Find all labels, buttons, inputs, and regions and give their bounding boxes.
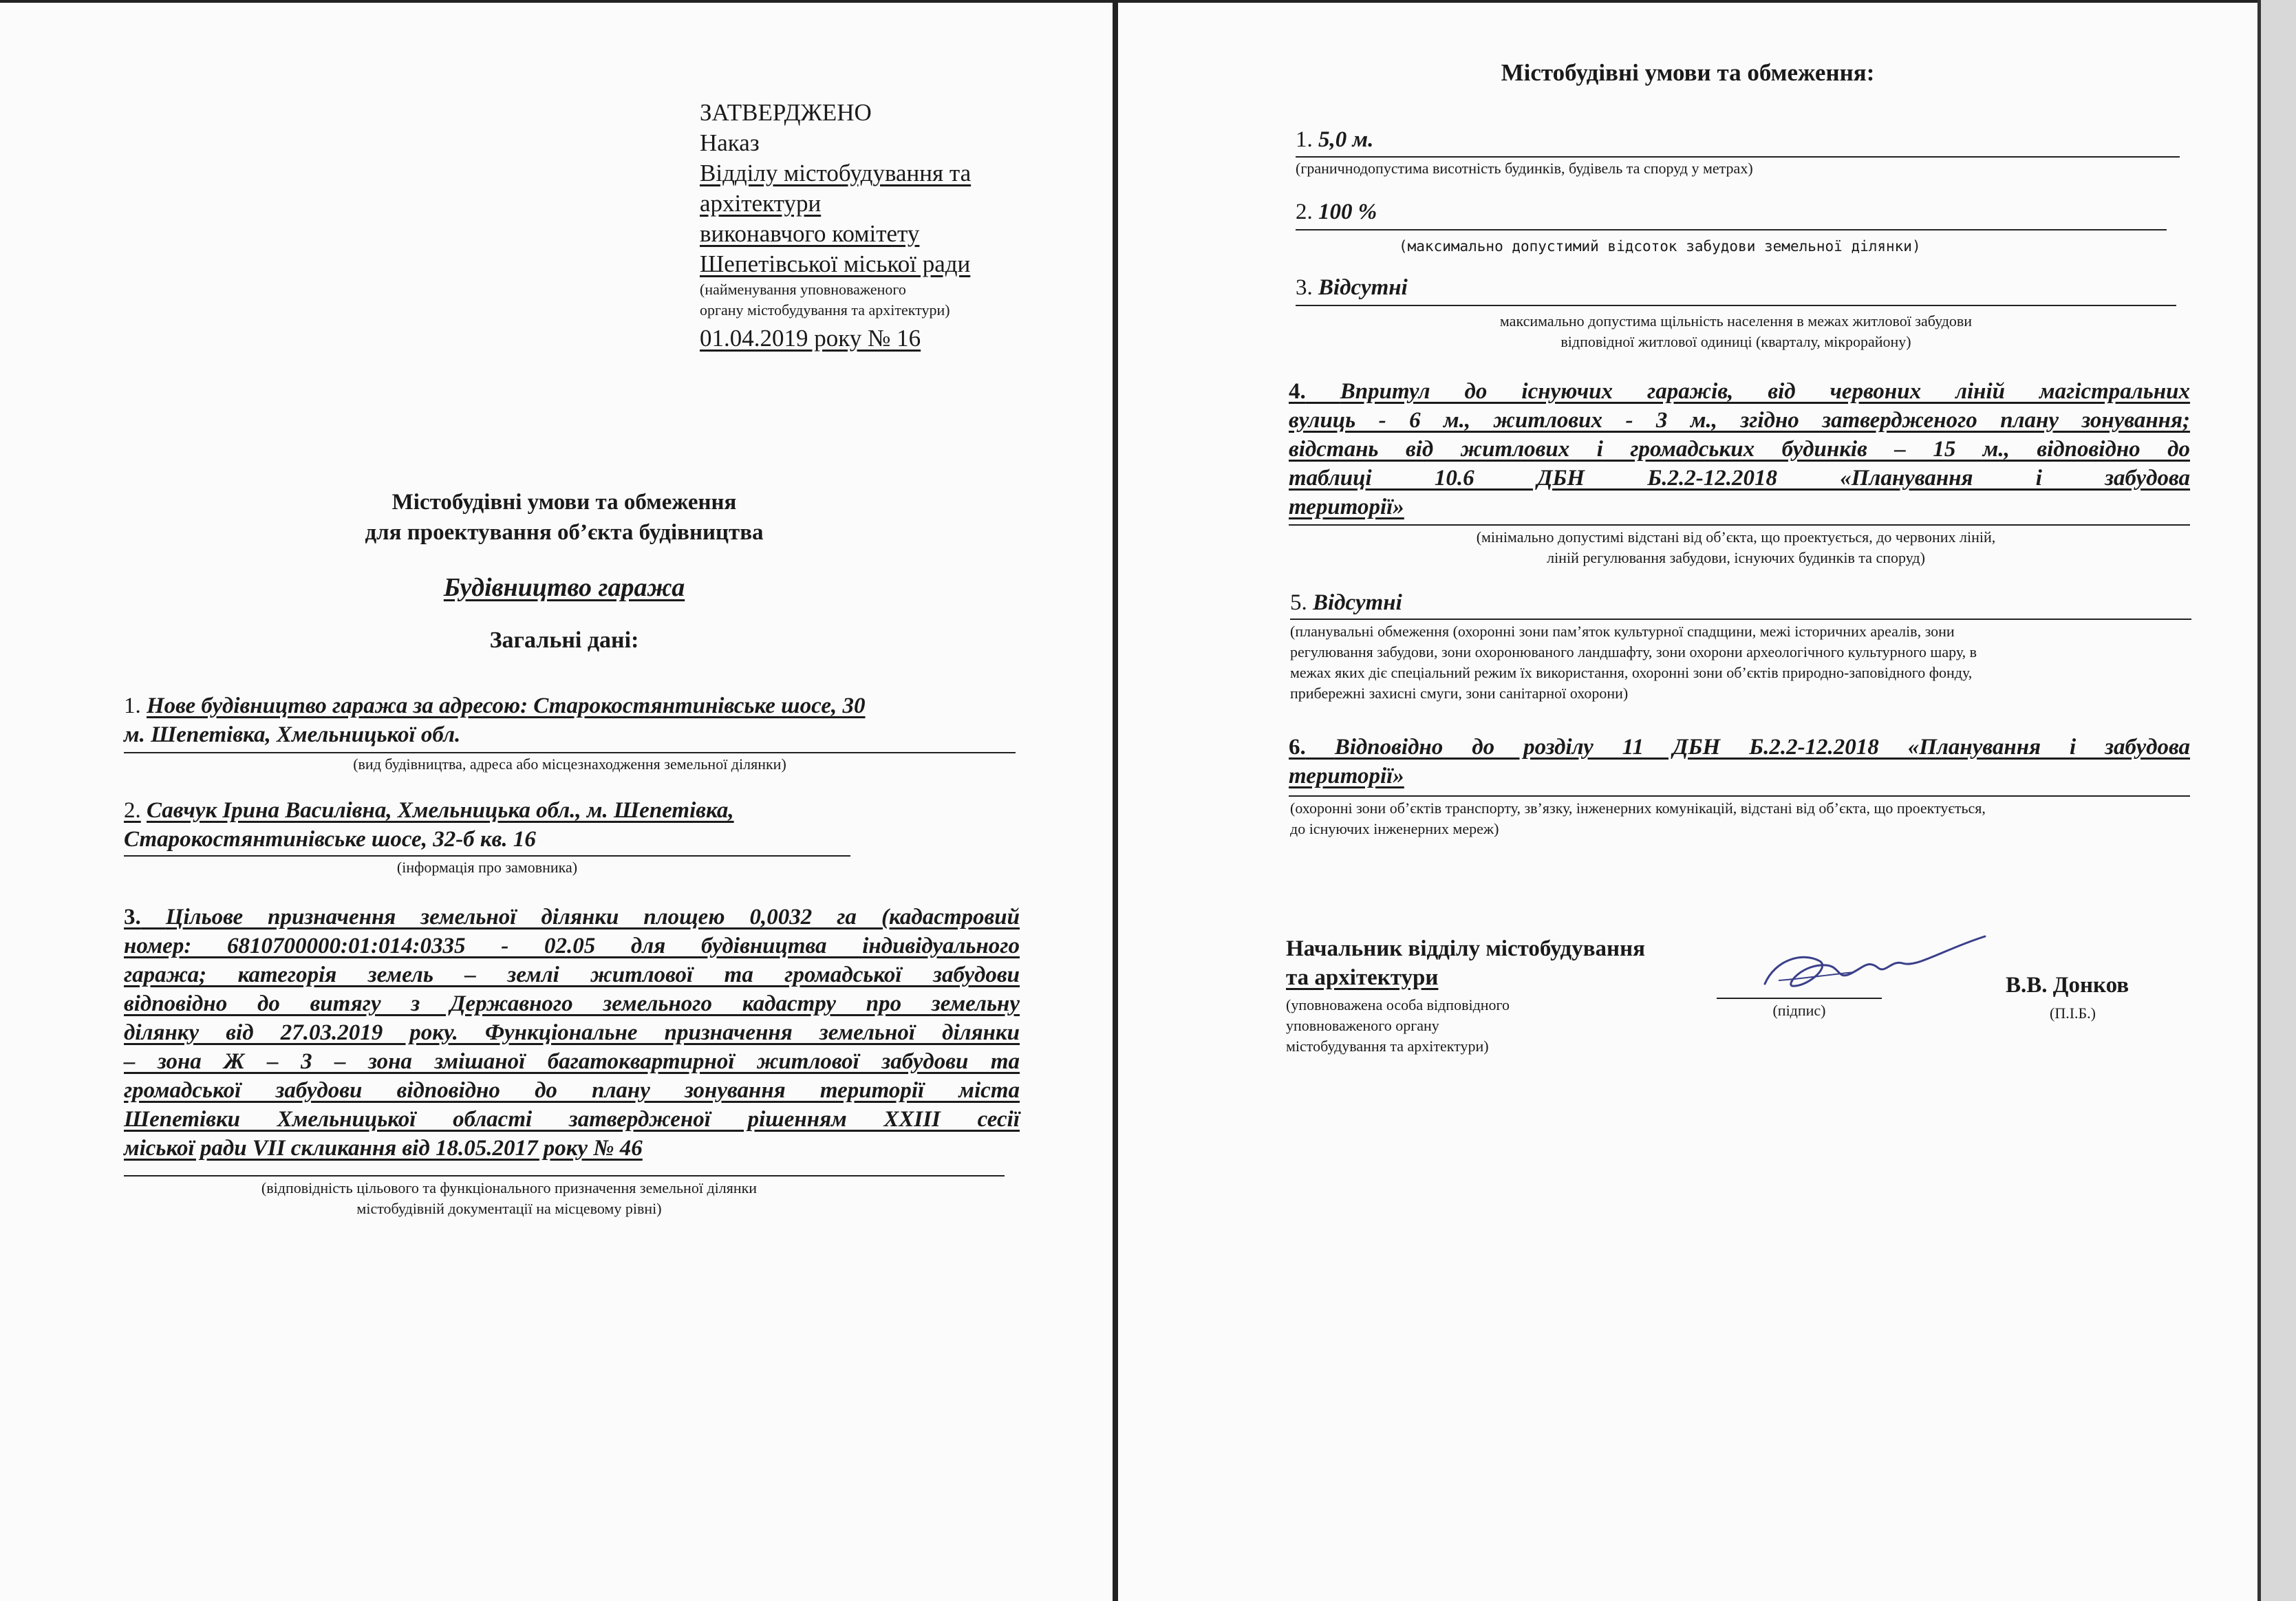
item-text-line: Впритул до існуючих гаражів, від червоних ліній магістральних: [1340, 379, 2190, 404]
item-number: 2.: [124, 798, 141, 823]
item-text-line: відповідно до витягу з Державного земельного кадастру про земельну: [124, 991, 1020, 1016]
item-caption: [1290, 621, 2212, 704]
item-text-line: таблиці 10.6 ДБН Б.2.2-12.2018 «Планування і забудова: [1289, 466, 2190, 491]
item-underline: [1289, 524, 2190, 526]
item-caption: (вид будівництва, адреса або місцезнаходження земельної ділянки): [353, 755, 786, 773]
top-edge-left: [0, 0, 1113, 3]
item-text-line: вулиць - 6 м., житлових - 3 м., згідно затвердженого плану зонування;: [1289, 408, 2190, 433]
item-number: 3.: [124, 905, 141, 930]
condition-item-2: [1296, 200, 1377, 225]
item-caption: [1296, 527, 2176, 568]
left-page: [0, 0, 1113, 1601]
title-line1: Містобудівні умови та обмеження: [391, 490, 737, 515]
item-underline: [1289, 795, 2190, 797]
approval-order: Наказ: [700, 129, 760, 156]
condition-item-6: [1289, 733, 2190, 791]
item-caption: [1290, 798, 2212, 839]
item-caption-line: (мінімально допустимі відстані від об’єкта, що проектується, до червоних ліній,: [1476, 528, 1996, 546]
position-caption-line: (уповноважена особа відповідного: [1286, 996, 1510, 1013]
item-text-line: території»: [1289, 764, 1404, 788]
item-underline: [1290, 619, 2191, 620]
item-text-line: Відповідно до розділу 11 ДБН Б.2.2-12.2018 «Планування і забудова: [1334, 735, 2191, 760]
item-underline: [124, 1175, 1005, 1176]
item-value: Відсутні: [1318, 275, 1408, 300]
item-number: 1.: [124, 694, 141, 718]
page-gutter: [1113, 0, 1118, 1601]
approval-dept-line4: Шепетівської міської ради: [700, 250, 971, 277]
approval-block: [700, 98, 971, 354]
position-line: та архітектури: [1286, 965, 1439, 990]
position-caption-line: містобудування та архітектури): [1286, 1038, 1489, 1055]
signatory-position: [1286, 934, 1645, 992]
general-item-1: [124, 691, 1018, 749]
condition-item-5: [1290, 590, 1402, 616]
item-value: 100 %: [1318, 200, 1377, 224]
item-caption: (інформація про замовника): [396, 859, 578, 876]
item-text-line: міської ради VII скликання від 18.05.2017 року № 46: [124, 1136, 643, 1161]
item-caption-line: прибережні захисні смуги, зони санітарної охорони): [1290, 685, 1629, 702]
item-underline: [124, 752, 1016, 753]
approval-stamp: ЗАТВЕРДЖЕНО: [700, 99, 872, 126]
item-underline: [1296, 156, 2180, 158]
approval-caption-line2: органу містобудування та архітектури): [700, 301, 950, 319]
approval-date-number: 01.04.2019 року № 16: [700, 325, 921, 352]
top-edge-right: [1118, 0, 2257, 3]
item-text-line: гаража; категорія земель – землі житлової та громадської забудови: [124, 963, 1020, 987]
item-number: 6.: [1289, 735, 1306, 760]
item-caption: (граничнодопустима висотність будинків, будівель та споруд у метрах): [1296, 160, 1753, 177]
item-text-line: Савчук Ірина Василівна, Хмельницька обл., м. Шепетівка,: [147, 798, 734, 823]
item-caption-line: до існуючих інженерних мереж): [1290, 820, 1499, 837]
item-value: 5,0 м.: [1318, 127, 1374, 152]
item-caption: [1296, 311, 2176, 352]
item-text-line: ділянку від 27.03.2019 року. Функціональне призначення земельної ділянки: [124, 1020, 1020, 1045]
signature-line: [1717, 998, 1882, 999]
right-edge-line: [2257, 0, 2261, 1601]
item-text-line: Нове будівництво гаража за адресою: Старокостянтинівське шосе, 30: [147, 694, 866, 718]
item-caption-line: максимально допустима щільність населення в межах житлової забудови: [1499, 312, 1973, 330]
item-caption-line: (відповідність цільового та функціонального призначення земельної ділянки: [261, 1179, 758, 1196]
approval-caption-line1: (найменування уповноваженого: [700, 281, 906, 298]
object-name: Будівництво гаража: [443, 573, 685, 602]
approval-dept-line3: виконавчого комітету: [700, 220, 920, 247]
right-page: [1118, 0, 2257, 1601]
approval-dept-line2: архітектури: [700, 190, 822, 217]
item-number: 1.: [1296, 127, 1313, 152]
item-number: 3.: [1296, 275, 1313, 300]
item-text-line: Цільове призначення земельної ділянки площею 0,0032 га (кадастровий: [165, 905, 1020, 930]
condition-item-4: [1289, 377, 2190, 522]
item-caption-line: ліній регулювання забудови, існуючих будинків та споруд): [1547, 549, 1925, 566]
position-line: Начальник відділу містобудування: [1286, 936, 1645, 961]
approval-dept-line1: Відділу містобудування та: [700, 160, 972, 186]
document-title: [206, 487, 922, 548]
right-margin-strip: [2257, 0, 2296, 1601]
item-number: 5.: [1290, 590, 1307, 615]
signature-caption: (підпис): [1772, 1002, 1826, 1019]
condition-item-3: [1296, 275, 1408, 301]
item-caption-line: межах яких діє спеціальний режим їх використання, охоронні зони об’єктів природно-заповідного фонду,: [1290, 664, 1973, 681]
general-heading: Загальні дані:: [489, 627, 639, 653]
name-caption: (П.І.Б.): [2050, 1004, 2096, 1022]
item-caption-line: містобудівній документації на місцевому рівні): [356, 1200, 662, 1217]
condition-item-1: [1296, 127, 1373, 153]
item-text-line: громадської забудови відповідно до плану зонування території міста: [124, 1078, 1020, 1103]
title-line2: для проектування об’єкта будівництва: [365, 520, 764, 545]
item-underline: [1296, 229, 2167, 230]
item-number: 4.: [1289, 379, 1306, 404]
item-number: 2.: [1296, 200, 1313, 224]
item-caption: (максимально допустимий відсоток забудови земельної ділянки): [1399, 238, 1921, 255]
item-text-line: номер: 6810700000:01:014:0335 - 02.05 для будівництва індивідуального: [124, 934, 1020, 958]
right-heading: Містобудівні умови та обмеження:: [1501, 59, 1875, 86]
item-text-line: Старокостянтинівське шосе, 32-б кв. 16: [124, 827, 536, 852]
item-text-line: відстань від житлових і громадських будинків – 15 м., відповідно до: [1289, 437, 2190, 462]
item-caption: [124, 1178, 894, 1219]
item-value: Відсутні: [1313, 590, 1402, 615]
item-text-line: – зона Ж – 3 – зона змішаної багатоквартирної житлової забудови та: [124, 1049, 1020, 1074]
item-underline: [124, 855, 850, 857]
handwritten-signature: [1737, 932, 2040, 1008]
signatory-name: В.В. Донков: [2006, 973, 2129, 998]
item-caption-line: (охоронні зони об’єктів транспорту, зв’язку, інженерних комунікацій, відстані від об’єкта, що проектується,: [1290, 799, 1986, 817]
item-caption-line: регулювання забудови, зони охоронюваного ландшафту, зони охорони археологічного культурного шару, в: [1290, 643, 1977, 660]
item-underline: [1296, 305, 2176, 306]
position-caption-line: уповноваженого органу: [1286, 1017, 1439, 1034]
item-text-line: Шепетівки Хмельницької області затвердженої рішенням XXIII сесії: [124, 1107, 1020, 1132]
position-caption: [1286, 995, 1510, 1057]
item-caption-line: відповідної житлової одиниці (кварталу, мікрорайону): [1560, 333, 1911, 350]
item-text-line: території»: [1289, 495, 1404, 519]
item-caption-line: (планувальні обмеження (охоронні зони пам’яток культурної спадщини, межі історичних ареалів, зони: [1290, 623, 1955, 640]
item-text-line: м. Шепетівка, Хмельницької обл.: [124, 722, 461, 747]
general-item-2: [124, 796, 1018, 854]
general-item-3: [124, 903, 1020, 1163]
